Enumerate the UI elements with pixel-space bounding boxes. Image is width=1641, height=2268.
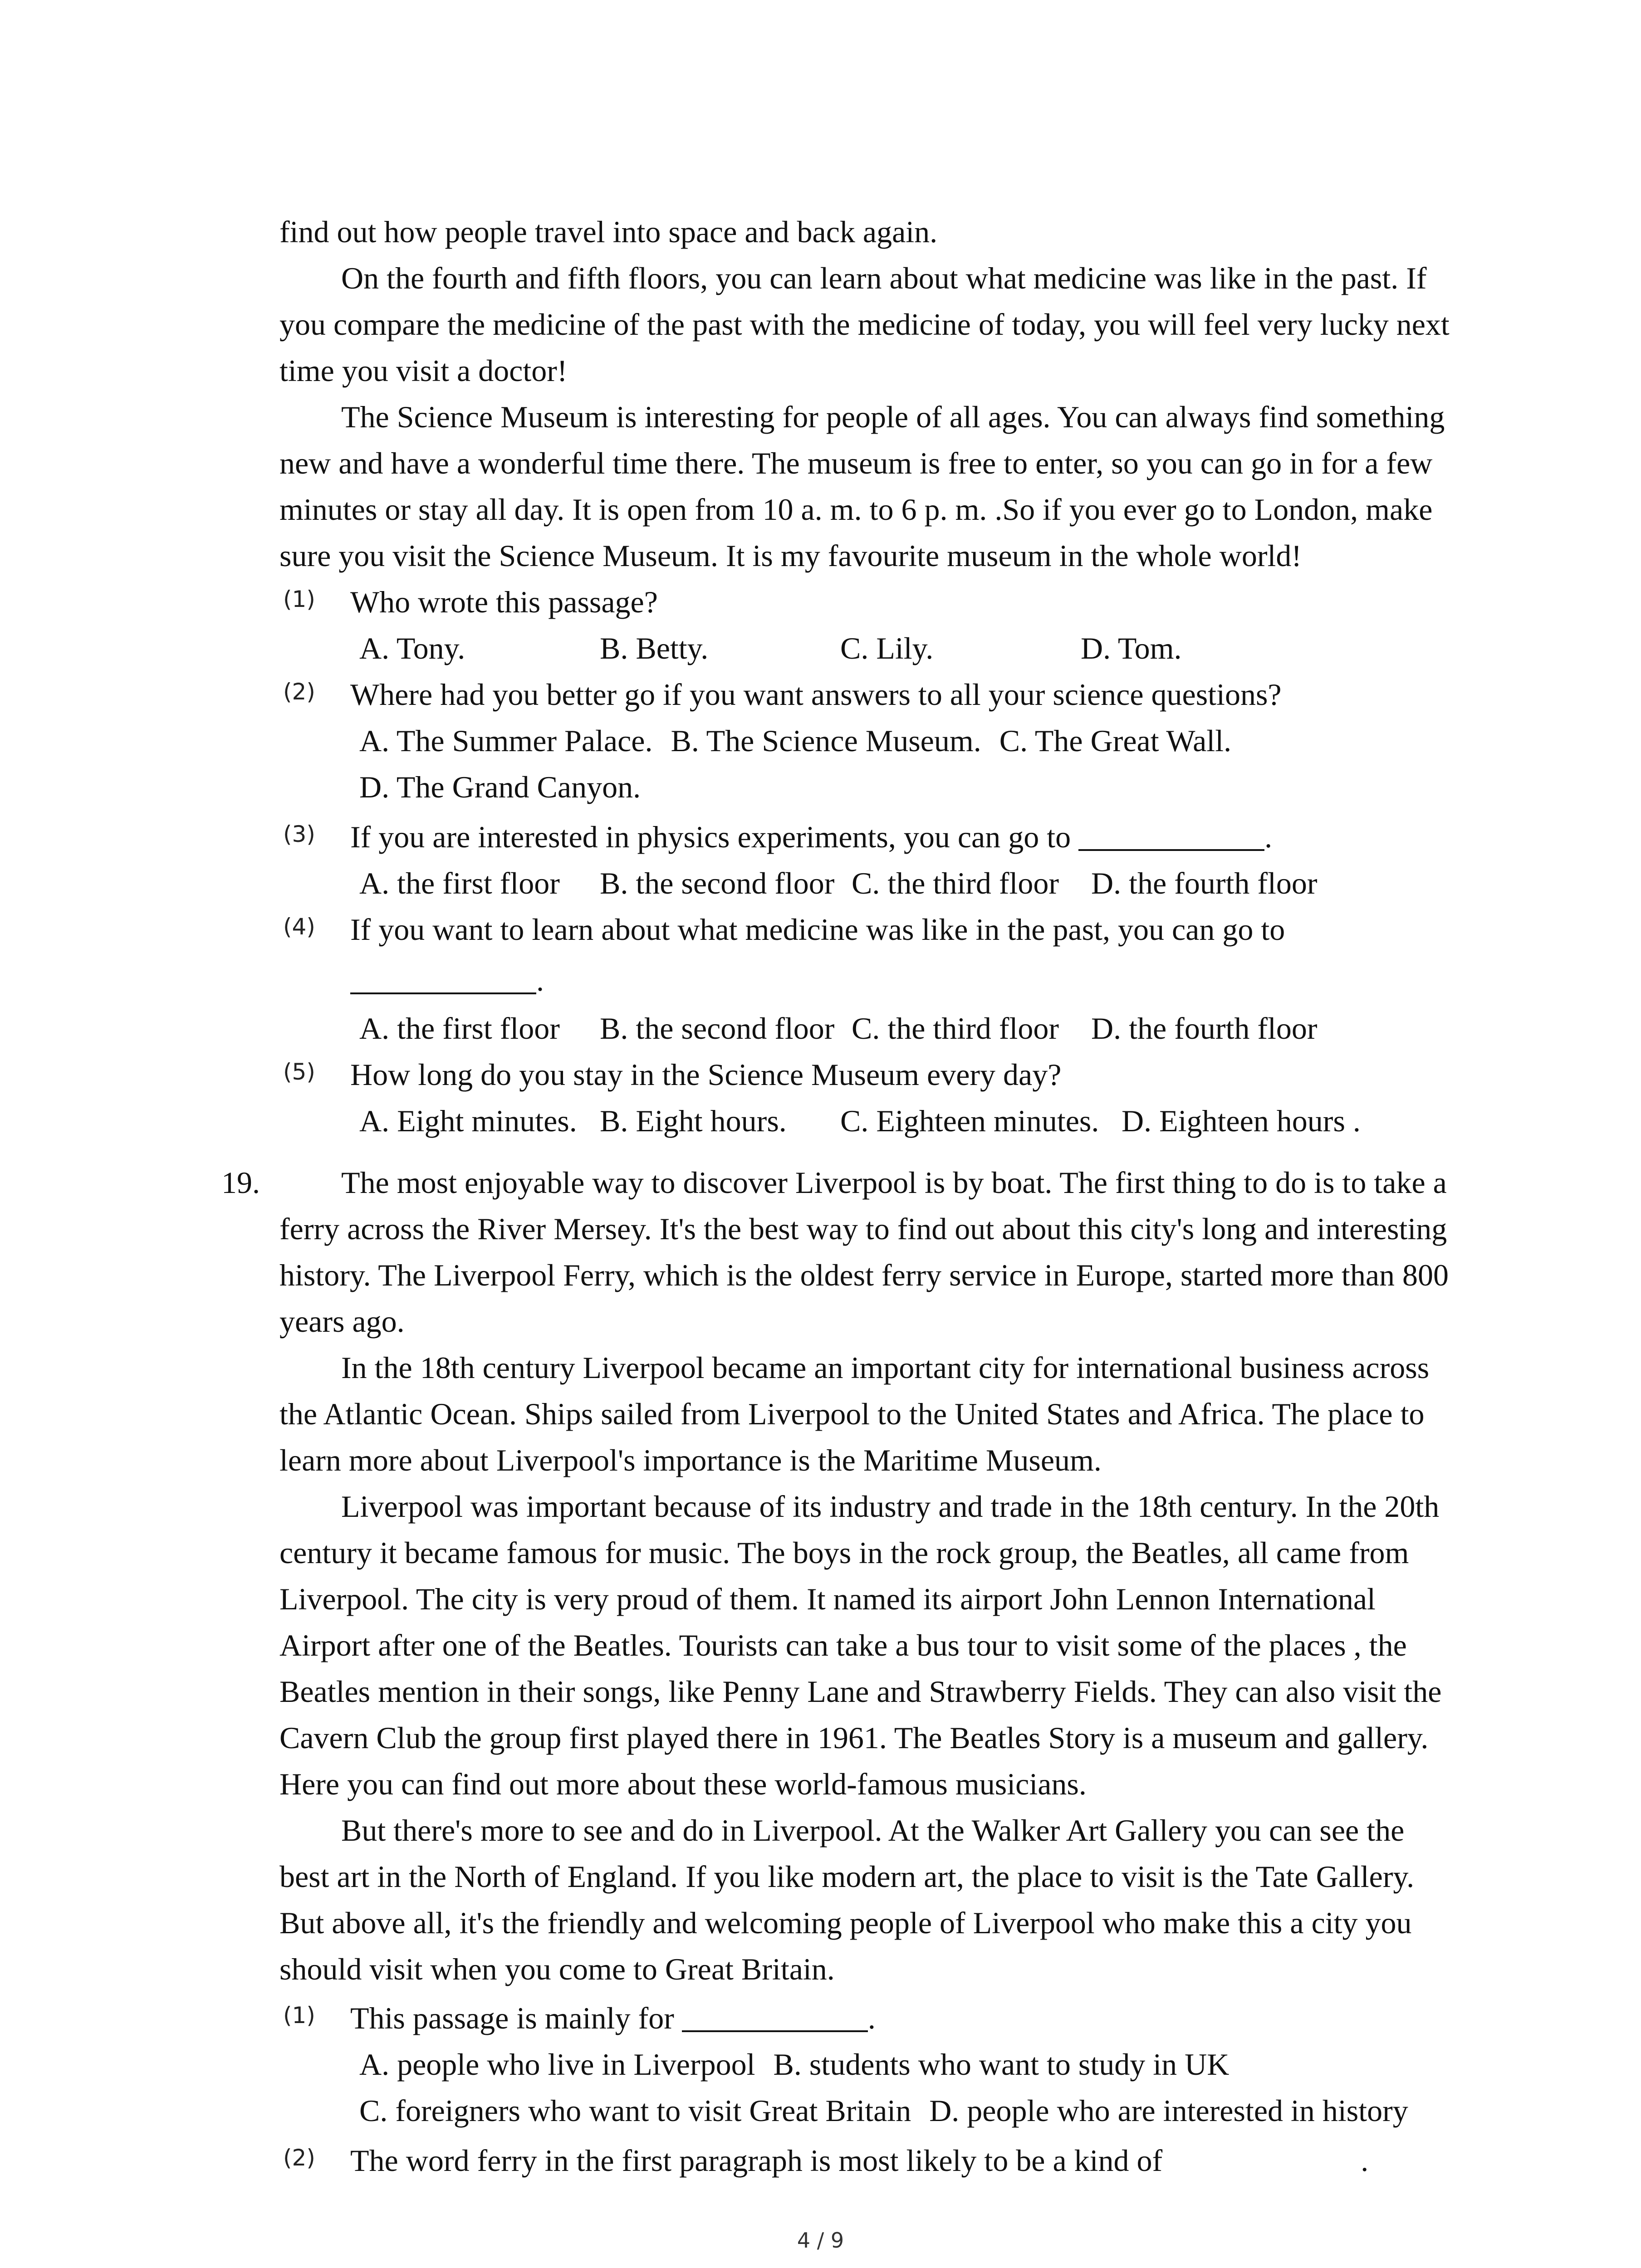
paragraph: find out how people travel into space and back again.: [279, 215, 938, 249]
option-b[interactable]: B. the second floor: [600, 1011, 835, 1046]
question: [279, 579, 1455, 625]
paragraph: But there's more to see and do in Liverpool. At the Walker Art Gallery you can see the best art in the North of England. If you like modern art, the place to visit is the Tate Gallery. But above all, it's the friendly and welcoming people of Liverpool who make this a city you should visit when you come to Great Britain.: [279, 1813, 1415, 1986]
answer-blank[interactable]: [682, 2001, 868, 2032]
question-number: (2): [283, 2145, 315, 2171]
option-d[interactable]: D. the fourth floor: [1091, 866, 1318, 900]
question: [279, 1995, 1455, 2041]
option-b[interactable]: B. students who want to study in UK: [773, 2047, 1230, 2082]
option-c[interactable]: C. the third floor: [852, 866, 1059, 900]
option-d[interactable]: D. people who are interested in history: [929, 2093, 1408, 2128]
period: .: [1264, 820, 1273, 854]
question-text: Who wrote this passage?: [350, 585, 658, 619]
answer-blank[interactable]: [350, 963, 536, 994]
answer-options: [279, 625, 1455, 671]
option-c[interactable]: C. The Great Wall.: [999, 723, 1232, 758]
question-text: If you want to learn about what medicine was like in the past, you can go to: [350, 912, 1285, 947]
answer-blank-line: [279, 957, 1455, 1003]
answer-options: [279, 1005, 1455, 1051]
answer-options: [279, 860, 1455, 906]
question-number: (3): [283, 821, 315, 847]
option-d[interactable]: D. Tom.: [1081, 631, 1182, 665]
paragraph: The most enjoyable way to discover Liverpool is by boat. The first thing to do is to take a ferry across the River Mersey. It's the best way to find out about this city's long and interesting history. The Liverpool Ferry, which is the oldest ferry service in Europe, started more than 800 years ago.: [279, 1165, 1449, 1339]
option-a[interactable]: A. The Summer Palace.: [359, 723, 653, 758]
period: .: [536, 963, 544, 997]
question-number: (1): [283, 2002, 315, 2028]
paragraph: Liverpool was important because of its industry and trade in the 18th century. In the 20th century it became famous for music. The boys in the rock group, the Beatles, all came from Liverpool. The city is very proud of them. It named its airport John Lennon International Airport after one of the Beatles. Tourists can take a bus tour to visit some of the places , the Beatles mention in their songs, like Penny Lane and Strawberry Fields. They can also visit the Cavern Club the group first played there in 1961. The Beatles Story is a museum and gallery. Here you can find out more about these world-famous musicians.: [279, 1489, 1442, 1801]
answer-options: [279, 764, 1455, 810]
option-a[interactable]: A. people who live in Liverpool: [359, 2047, 755, 2082]
question: [279, 1051, 1455, 1098]
question-number: (2): [283, 679, 315, 705]
question-text: This passage is mainly for: [350, 2001, 674, 2035]
option-d[interactable]: D. The Grand Canyon.: [359, 770, 641, 804]
question-text: How long do you stay in the Science Museum every day?: [350, 1057, 1062, 1092]
question-number: 19.: [221, 1165, 260, 1200]
period: .: [867, 2001, 876, 2035]
question-text: The word ferry in the first paragraph is most likely to be a kind of: [350, 2143, 1163, 2178]
option-b[interactable]: B. the second floor: [600, 866, 835, 900]
passage-19: [221, 1159, 1455, 2184]
option-a[interactable]: A. the first floor: [359, 1011, 560, 1046]
option-d[interactable]: D. the fourth floor: [1091, 1011, 1318, 1046]
answer-options: [279, 718, 1455, 764]
answer-options: [279, 2041, 1455, 2087]
option-b[interactable]: B. Betty.: [600, 631, 709, 665]
option-a[interactable]: A. Tony.: [359, 631, 465, 665]
answer-blank[interactable]: [1078, 820, 1264, 851]
paragraph: The Science Museum is interesting for people of all ages. You can always find something new and have a wonderful time there. The museum is free to enter, so you can go in for a few minutes or stay all day. It is open from 10 a. m. to 6 p. m. .So if you ever go to London, make sure you visit the Science Museum. It is my favourite museum in the whole world!: [279, 400, 1445, 573]
option-b[interactable]: B. The Science Museum.: [671, 723, 981, 758]
question: [279, 671, 1455, 718]
question: [279, 2137, 1455, 2184]
option-a[interactable]: A. the first floor: [359, 866, 560, 900]
option-c[interactable]: C. foreigners who want to visit Great Britain: [359, 2093, 911, 2128]
option-b[interactable]: B. Eight hours.: [600, 1104, 787, 1138]
question-number: (4): [283, 914, 315, 940]
option-a[interactable]: A. Eight minutes.: [359, 1104, 577, 1138]
answer-options: [279, 1098, 1455, 1144]
question-number: (1): [283, 586, 315, 612]
content-column: [221, 209, 1455, 2184]
question: [279, 906, 1455, 953]
question-text: Where had you better go if you want answers to all your science questions?: [350, 677, 1282, 712]
paragraph: In the 18th century Liverpool became an important city for international business across the Atlantic Ocean. Ships sailed from Liverpool to the United States and Africa. The place to learn more about Liverpool's importance is the Maritime Museum.: [279, 1350, 1430, 1477]
question: [279, 814, 1455, 860]
paragraph: On the fourth and fifth floors, you can learn about what medicine was like in the past. If you compare the medicine of the past with the medicine of today, you will feel very lucky next time you visit a doctor!: [279, 261, 1450, 388]
option-d[interactable]: D. Eighteen hours .: [1122, 1104, 1361, 1138]
period: .: [1361, 2143, 1369, 2178]
option-c[interactable]: C. the third floor: [852, 1011, 1059, 1046]
option-c[interactable]: C. Eighteen minutes.: [840, 1104, 1099, 1138]
question-number: (5): [283, 1059, 315, 1085]
question-text: If you are interested in physics experiments, you can go to: [350, 820, 1071, 854]
answer-options: [279, 2087, 1455, 2134]
option-c[interactable]: C. Lily.: [840, 631, 934, 665]
page-number: 4 / 9: [797, 2228, 844, 2253]
